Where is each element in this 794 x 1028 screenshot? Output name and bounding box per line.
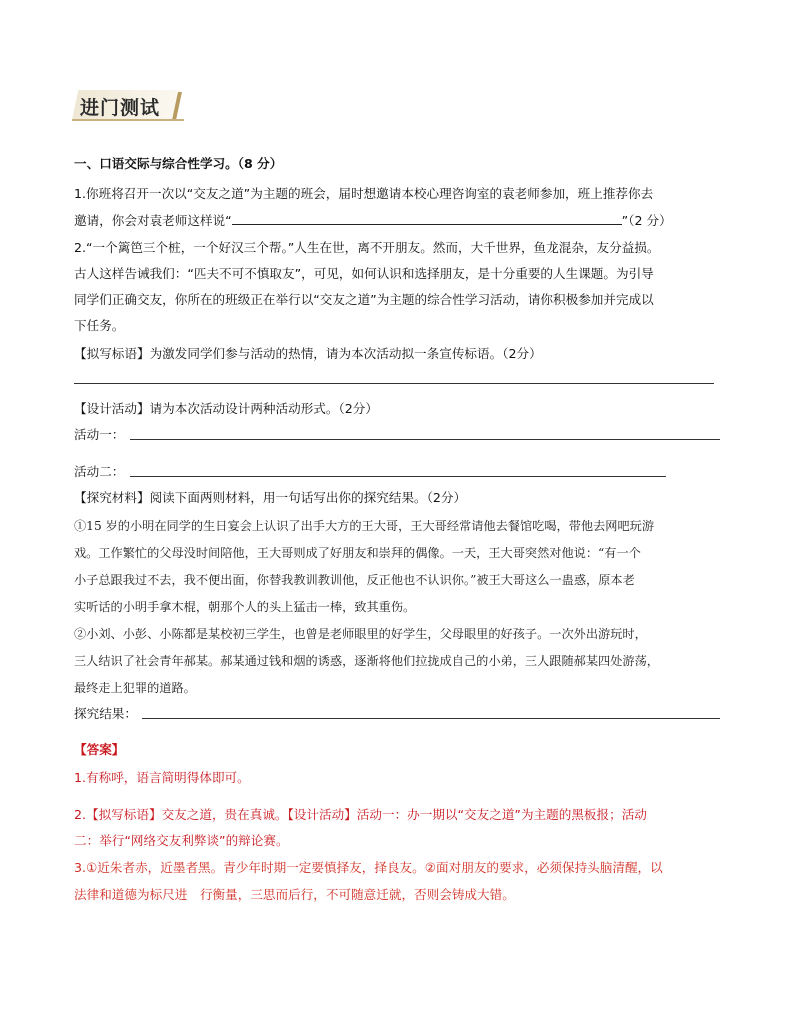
answer-heading: 【答案】 [74,742,125,757]
section-heading: 一、口语交际与综合性学习。（8 分） [74,156,283,171]
result-answer-line[interactable] [142,718,720,719]
answer-1: 1.有称呼，语言简明得体即可。 [74,770,250,785]
question-2-line-2: 古人这样告诫我们：“匹夫不可不慎取友”，可见，如何认识和选择朋友，是十分重要的人生课题。为引导 [74,266,654,281]
question-1-prompt: 邀请，你会对袁老师这样说“ [74,213,232,228]
material-2-line-2: 三人结识了社会青年郝某。郝某通过钱和烟的诱惑，逐渐将他们拉拢成自己的小弟，三人跟随郝某四处游荡， [74,654,659,668]
answer-2-line-1: 2.【拟写标语】交友之道，贵在真诚。【设计活动】活动一：办一期以“交友之道”为主题的黑板报；活动 [74,807,647,822]
activity-1-label: 活动一： [74,427,125,442]
material-2-line-3: 最终走上犯罪的道路。 [74,681,196,695]
activity-2-answer-line[interactable] [130,476,666,477]
activity-2-label: 活动二： [74,464,125,479]
task-slogan: 【拟写标语】为激发同学们参与活动的热情，请为本次活动拟一条宣传标语。（2分） [74,346,542,361]
answer-3-line-2: 法律和道德为标尺进 行衡量，三思而后行，不可随意迁就，否则会铸成大错。 [74,887,515,902]
material-1-line-2: 戏。工作繁忙的父母没时间陪他，王大哥则成了好朋友和崇拜的偶像。一天，王大哥突然对他说：“有一个 [74,546,641,560]
section-banner [72,90,182,120]
question-1-line-2 [74,212,672,229]
activity-1-answer-line[interactable] [130,439,720,440]
question-1-line-1: 1.你班将召开一次以“交友之道”为主题的班会，届时想邀请本校心理咨询室的袁老师参加，班上推荐你去 [74,186,654,201]
question-2-line-3: 同学们正确交友，你所在的班级正在举行以“交友之道”为主题的综合性学习活动，请你积极参加并完成以 [74,292,654,307]
result-label: 探究结果： [74,706,137,721]
answer-3-line-1: 3.①近朱者赤，近墨者黑。青少年时期一定要慎择友，择良友。②面对朋友的要求，必须保持头脑清醒，以 [74,860,663,875]
answer-2-line-2: 二：举行“网络交友利弊谈”的辩论赛。 [74,833,289,848]
material-1-line-3: 小子总跟我过不去，我不便出面，你替我教训教训他，反正他也不认识你。”被王大哥这么一蛊惑，原本老 [74,573,635,587]
slogan-answer-line[interactable] [74,383,714,384]
material-2-line-1: ②小刘、小彭、小陈都是某校初三学生，也曾是老师眼里的好学生，父母眼里的好孩子。一次外出游玩时， [74,627,647,641]
task-material: 【探究材料】阅读下面两则材料，用一句话写出你的探究结果。（2分） [74,490,467,505]
banner-title: 进门测试 [80,97,161,119]
question-2-line-4: 下任务。 [74,318,125,333]
material-1-line-4: 实听话的小明手拿木棍，朝那个人的头上猛击一棒，致其重伤。 [74,600,416,614]
question-2-line-1: 2.“一个篱笆三个桩，一个好汉三个帮。”人生在世，离不开朋友。然而，大千世界，鱼龙混杂，友分益损。 [74,240,660,255]
task-activity-design: 【设计活动】请为本次活动设计两种活动形式。（2分） [74,401,378,416]
question-1-score: ”（2 分） [621,213,672,228]
question-1-answer-blank[interactable] [232,212,622,225]
material-1-line-1: ①15 岁的小明在同学的生日宴会上认识了出手大方的王大哥，王大哥经常请他去餐馆吃喝，带他去网吧玩游 [74,519,655,533]
